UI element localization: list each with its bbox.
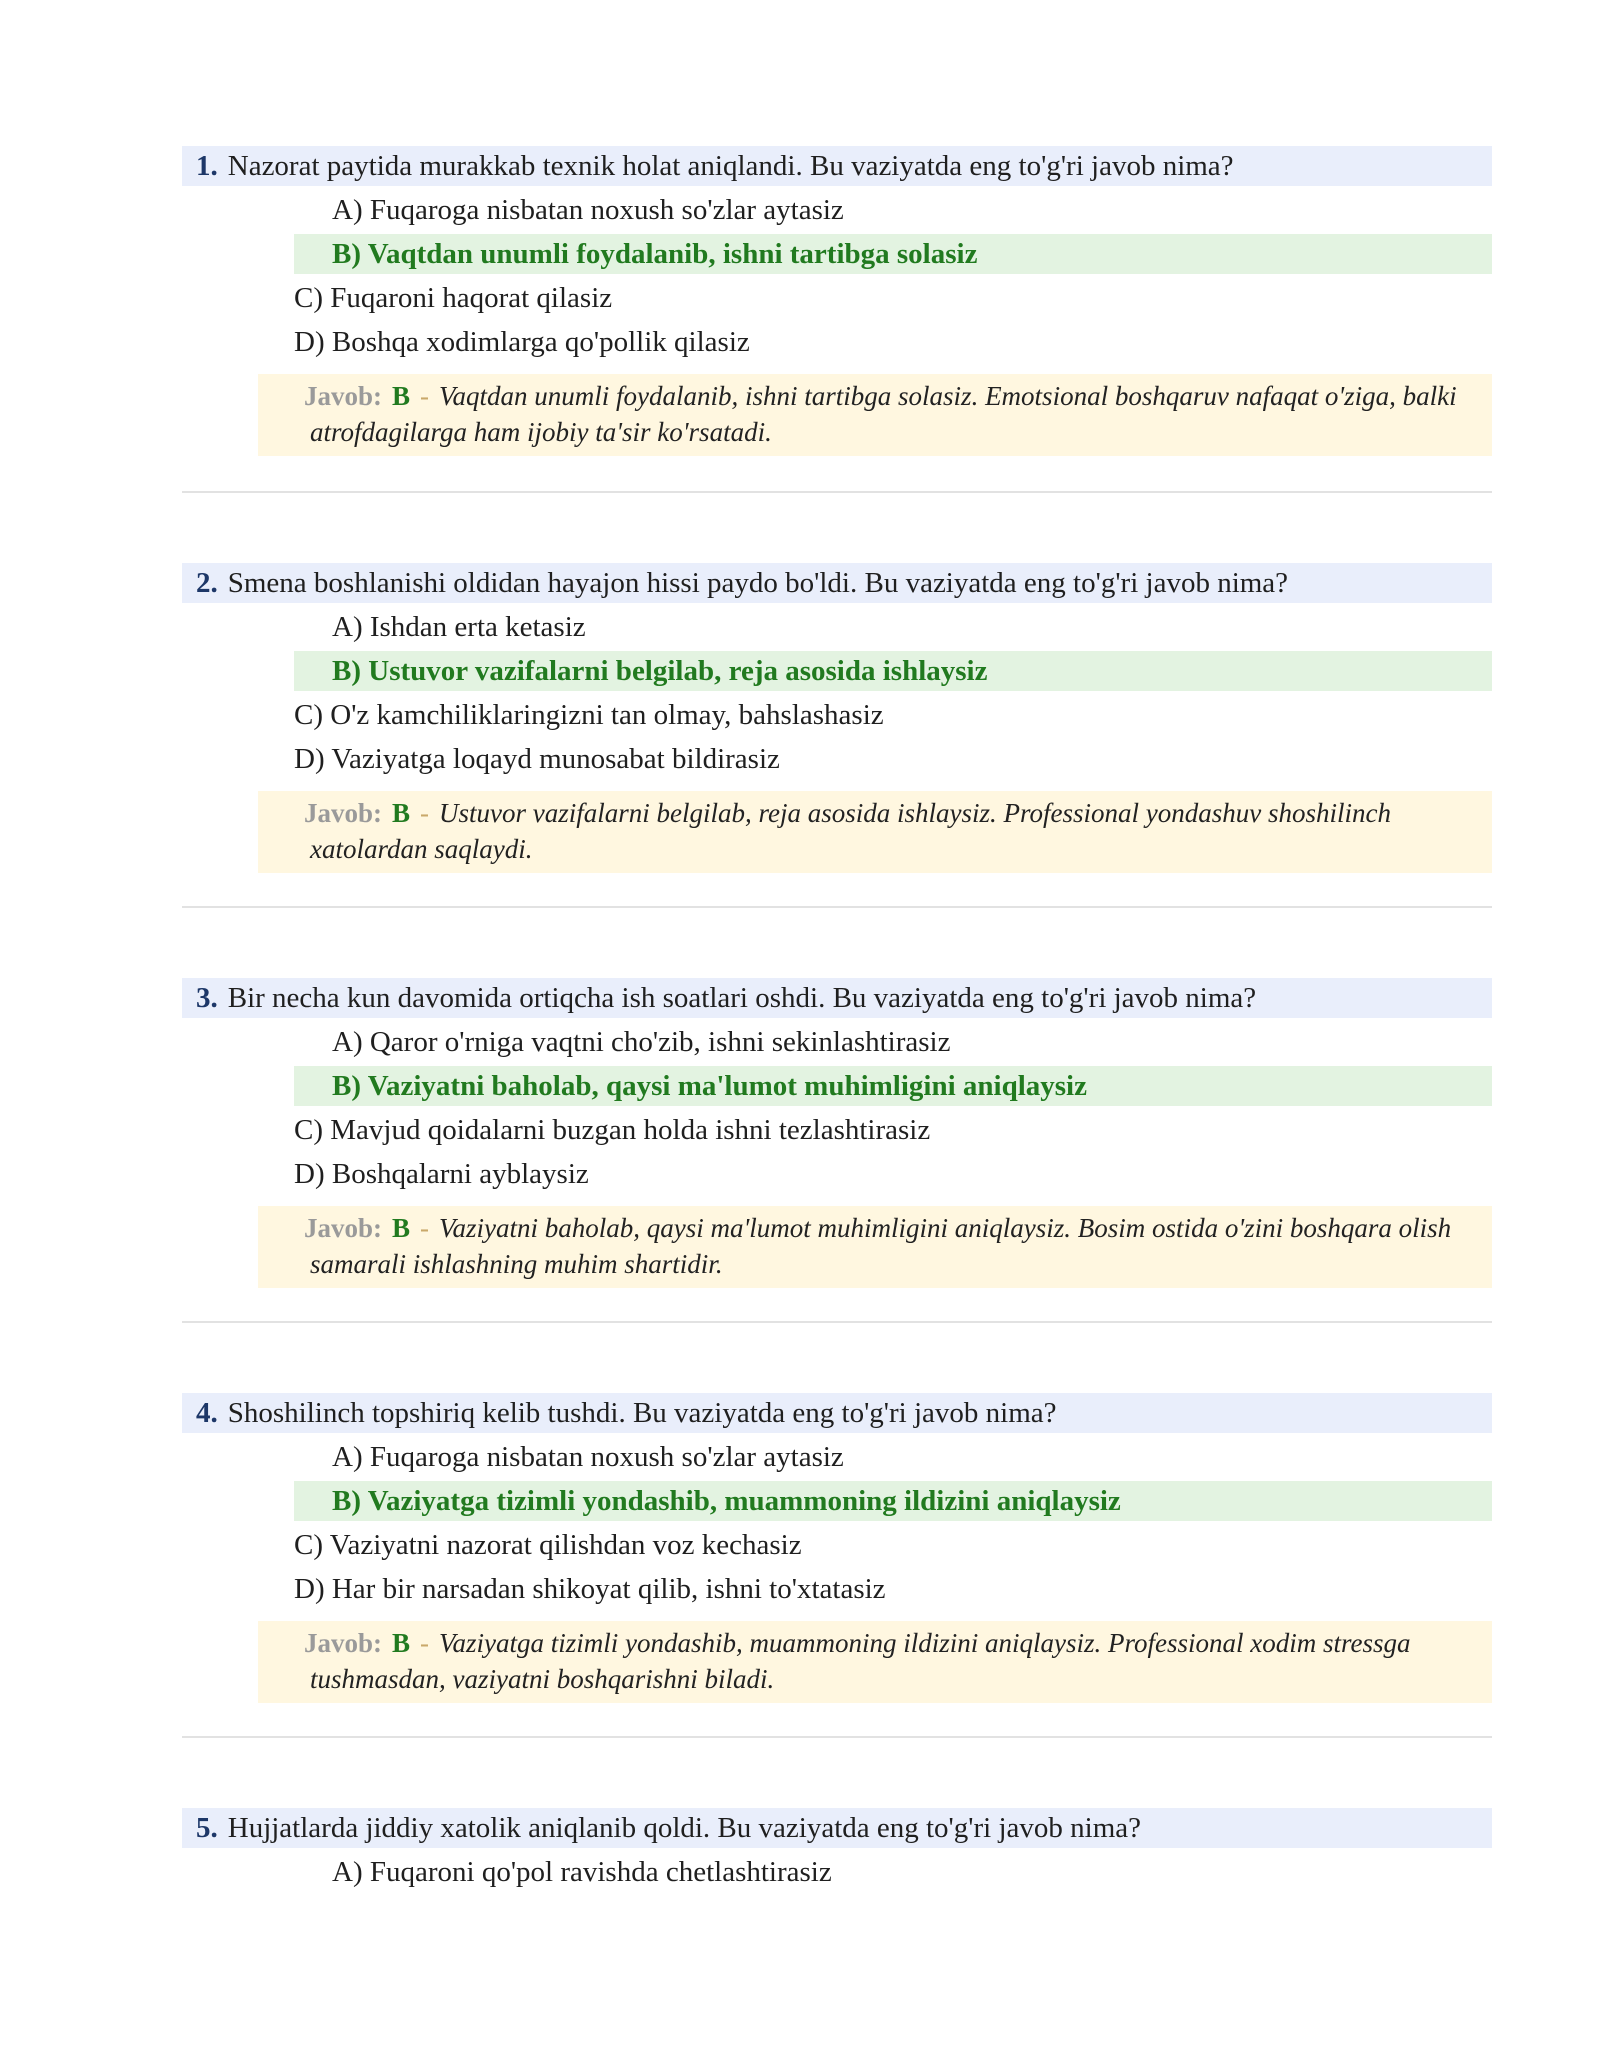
- question-3: [182, 978, 1492, 1288]
- answer-dash: -: [420, 381, 430, 411]
- option-c: C) Vaziyatni nazorat qilishdan voz kechasiz: [294, 1529, 802, 1561]
- answer-letter: B: [392, 1628, 411, 1658]
- answer-explanation: Ustuvor vazifalarni belgilab, reja asosida ishlaysiz. Professional yondashuv shoshilinch xatolardan saqlaydi.: [310, 798, 1392, 864]
- question-1: [182, 146, 1492, 456]
- question-number: 4.: [196, 1397, 218, 1429]
- option-c: C) O'z kamchiliklaringizni tan olmay, bahslashasiz: [294, 699, 884, 731]
- answer-letter: B: [392, 381, 411, 411]
- question-number: 5.: [196, 1812, 218, 1844]
- option-a: A) Fuqaroga nisbatan noxush so'zlar aytasiz: [332, 194, 844, 226]
- question-text-line: [182, 1393, 1492, 1433]
- option-d: D) Har bir narsadan shikoyat qilib, ishni to'xtatasiz: [294, 1573, 886, 1605]
- answer-label: Javob:: [304, 381, 383, 411]
- option-d: D) Boshqa xodimlarga qo'pollik qilasiz: [294, 326, 750, 358]
- answer-box: [258, 374, 1492, 456]
- question-4: [182, 1393, 1492, 1703]
- question-number: 2.: [196, 567, 218, 599]
- answer-dash: -: [420, 798, 430, 828]
- answer-explanation: Vaqtdan unumli foydalanib, ishni tartibga solasiz. Emotsional boshqaruv nafaqat o'ziga, balki atrofdagilarga ham ijobiy ta'sir ko'rsatadi.: [310, 381, 1457, 447]
- question-text: Nazorat paytida murakkab texnik holat aniqlandi. Bu vaziyatda eng to'g'ri javob nima?: [227, 150, 1234, 182]
- option-a: A) Fuqaroga nisbatan noxush so'zlar aytasiz: [332, 1441, 844, 1473]
- question-5: [182, 1808, 1492, 1892]
- question-number: 3.: [196, 982, 218, 1014]
- question-text: Hujjatlarda jiddiy xatolik aniqlanib qoldi. Bu vaziyatda eng to'g'ri javob nima?: [227, 1812, 1142, 1844]
- question-text-line: [182, 1808, 1492, 1848]
- question-text-line: [182, 563, 1492, 603]
- answer-letter: B: [392, 1213, 411, 1243]
- option-b-correct: B) Vaziyatni baholab, qaysi ma'lumot muhimligini aniqlaysiz: [294, 1066, 1492, 1106]
- answer-dash: -: [420, 1213, 430, 1243]
- divider: [182, 1736, 1492, 1738]
- answer-label: Javob:: [304, 1213, 383, 1243]
- answer-explanation: Vaziyatni baholab, qaysi ma'lumot muhimligini aniqlaysiz. Bosim ostida o'zini boshqara olish samarali ishlashning muhim shartidir.: [310, 1213, 1452, 1279]
- option-b-correct: B) Vaziyatga tizimli yondashib, muammoning ildizini aniqlaysiz: [294, 1481, 1492, 1521]
- question-text: Shoshilinch topshiriq kelib tushdi. Bu vaziyatda eng to'g'ri javob nima?: [227, 1397, 1057, 1429]
- option-d: D) Vaziyatga loqayd munosabat bildirasiz: [294, 743, 780, 775]
- answer-box: [258, 1621, 1492, 1703]
- question-text-line: [182, 146, 1492, 186]
- question-text: Smena boshlanishi oldidan hayajon hissi paydo bo'ldi. Bu vaziyatda eng to'g'ri javob nima?: [227, 567, 1289, 599]
- option-c: C) Mavjud qoidalarni buzgan holda ishni tezlashtirasiz: [294, 1114, 931, 1146]
- divider: [182, 1321, 1492, 1323]
- option-b-correct: B) Ustuvor vazifalarni belgilab, reja asosida ishlaysiz: [294, 651, 1492, 691]
- question-2: [182, 563, 1492, 873]
- answer-explanation: Vaziyatga tizimli yondashib, muammoning ildizini aniqlaysiz. Professional xodim stressga tushmasdan, vaziyatni boshqarishni biladi.: [310, 1628, 1411, 1694]
- option-a: A) Ishdan erta ketasiz: [332, 611, 586, 643]
- option-a: A) Fuqaroni qo'pol ravishda chetlashtirasiz: [332, 1856, 832, 1888]
- question-number: 1.: [196, 150, 218, 182]
- answer-box: [258, 791, 1492, 873]
- answer-letter: B: [392, 798, 411, 828]
- question-text: Bir necha kun davomida ortiqcha ish soatlari oshdi. Bu vaziyatda eng to'g'ri javob nima?: [227, 982, 1257, 1014]
- option-a: A) Qaror o'rniga vaqtni cho'zib, ishni sekinlashtirasiz: [332, 1026, 951, 1058]
- option-c: C) Fuqaroni haqorat qilasiz: [294, 282, 613, 314]
- divider: [182, 906, 1492, 908]
- answer-box: [258, 1206, 1492, 1288]
- question-text-line: [182, 978, 1492, 1018]
- answer-dash: -: [420, 1628, 430, 1658]
- answer-label: Javob:: [304, 1628, 383, 1658]
- option-b-correct: B) Vaqtdan unumli foydalanib, ishni tartibga solasiz: [294, 234, 1492, 274]
- divider: [182, 491, 1492, 493]
- option-d: D) Boshqalarni ayblaysiz: [294, 1158, 589, 1190]
- answer-label: Javob:: [304, 798, 383, 828]
